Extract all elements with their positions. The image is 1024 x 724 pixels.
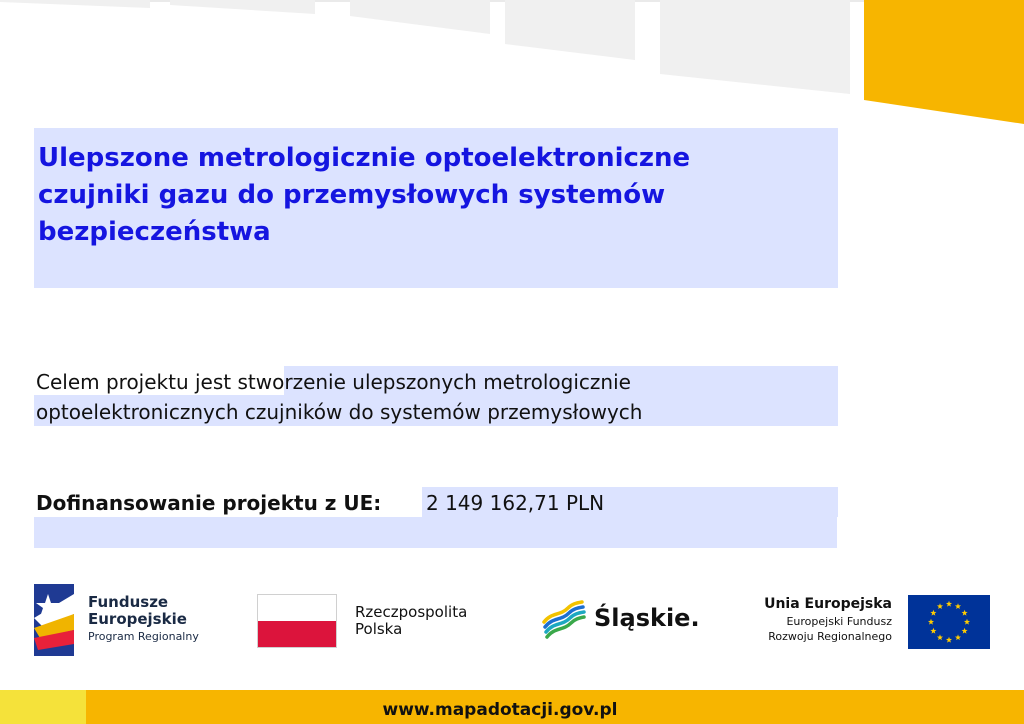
ue-line-3: Rozwoju Regionalnego bbox=[768, 630, 892, 643]
slaskie-logo bbox=[542, 598, 712, 642]
project-goal bbox=[36, 367, 826, 427]
grey-stripe-5 bbox=[660, 0, 850, 94]
rzeczpospolita-polska-text bbox=[355, 604, 467, 638]
grey-stripe-1 bbox=[0, 0, 150, 8]
grey-stripe-4 bbox=[505, 0, 635, 60]
fe-line-1: Fundusze bbox=[88, 593, 169, 611]
fundusze-europejskie-text bbox=[88, 594, 199, 646]
rp-line-1: Rzeczpospolita bbox=[355, 603, 468, 621]
yellow-corner bbox=[864, 0, 1024, 124]
footer-bar bbox=[0, 690, 1024, 724]
unia-europejska-text bbox=[740, 594, 892, 644]
unia-europejska-logo bbox=[740, 594, 992, 654]
goal-label: Celem projektu jest bbox=[36, 370, 232, 394]
fundusze-europejskie-logo bbox=[34, 584, 224, 656]
footer-url-link[interactable]: www.mapadotacji.gov.pl bbox=[382, 700, 618, 720]
rp-line-2: Polska bbox=[355, 620, 403, 638]
funding-label: Dofinansowanie projektu z UE: bbox=[36, 491, 382, 515]
slaskie-waves-icon bbox=[542, 600, 586, 640]
funding-highlight-line2 bbox=[34, 517, 837, 548]
ue-line-2: Europejski Fundusz bbox=[786, 615, 892, 628]
fe-line-3: Program Regionalny bbox=[88, 630, 199, 643]
polish-flag-icon bbox=[257, 594, 337, 648]
project-title: Ulepszone metrologicznie optoelektroniczne czujniki gazu do przemysłowych systemów bezpieczeństwa bbox=[38, 143, 691, 247]
rzeczpospolita-polska-logo bbox=[257, 594, 507, 650]
top-decoration bbox=[0, 0, 1024, 140]
eu-flag-icon bbox=[908, 595, 990, 649]
grey-stripe-3 bbox=[350, 0, 490, 34]
slaskie-text: Śląskie. bbox=[594, 604, 700, 632]
grey-stripe-2 bbox=[170, 0, 315, 14]
funding-value: 2 149 162,71 PLN bbox=[426, 491, 605, 515]
fundusze-europejskie-star-icon bbox=[34, 584, 74, 656]
fe-line-2: Europejskie bbox=[88, 610, 187, 628]
goal-description: stworzenie ulepszonych metrologicznie optoelektronicznych czujników do systemów przemysłowych bbox=[36, 370, 643, 424]
ue-line-1: Unia Europejska bbox=[764, 596, 892, 612]
